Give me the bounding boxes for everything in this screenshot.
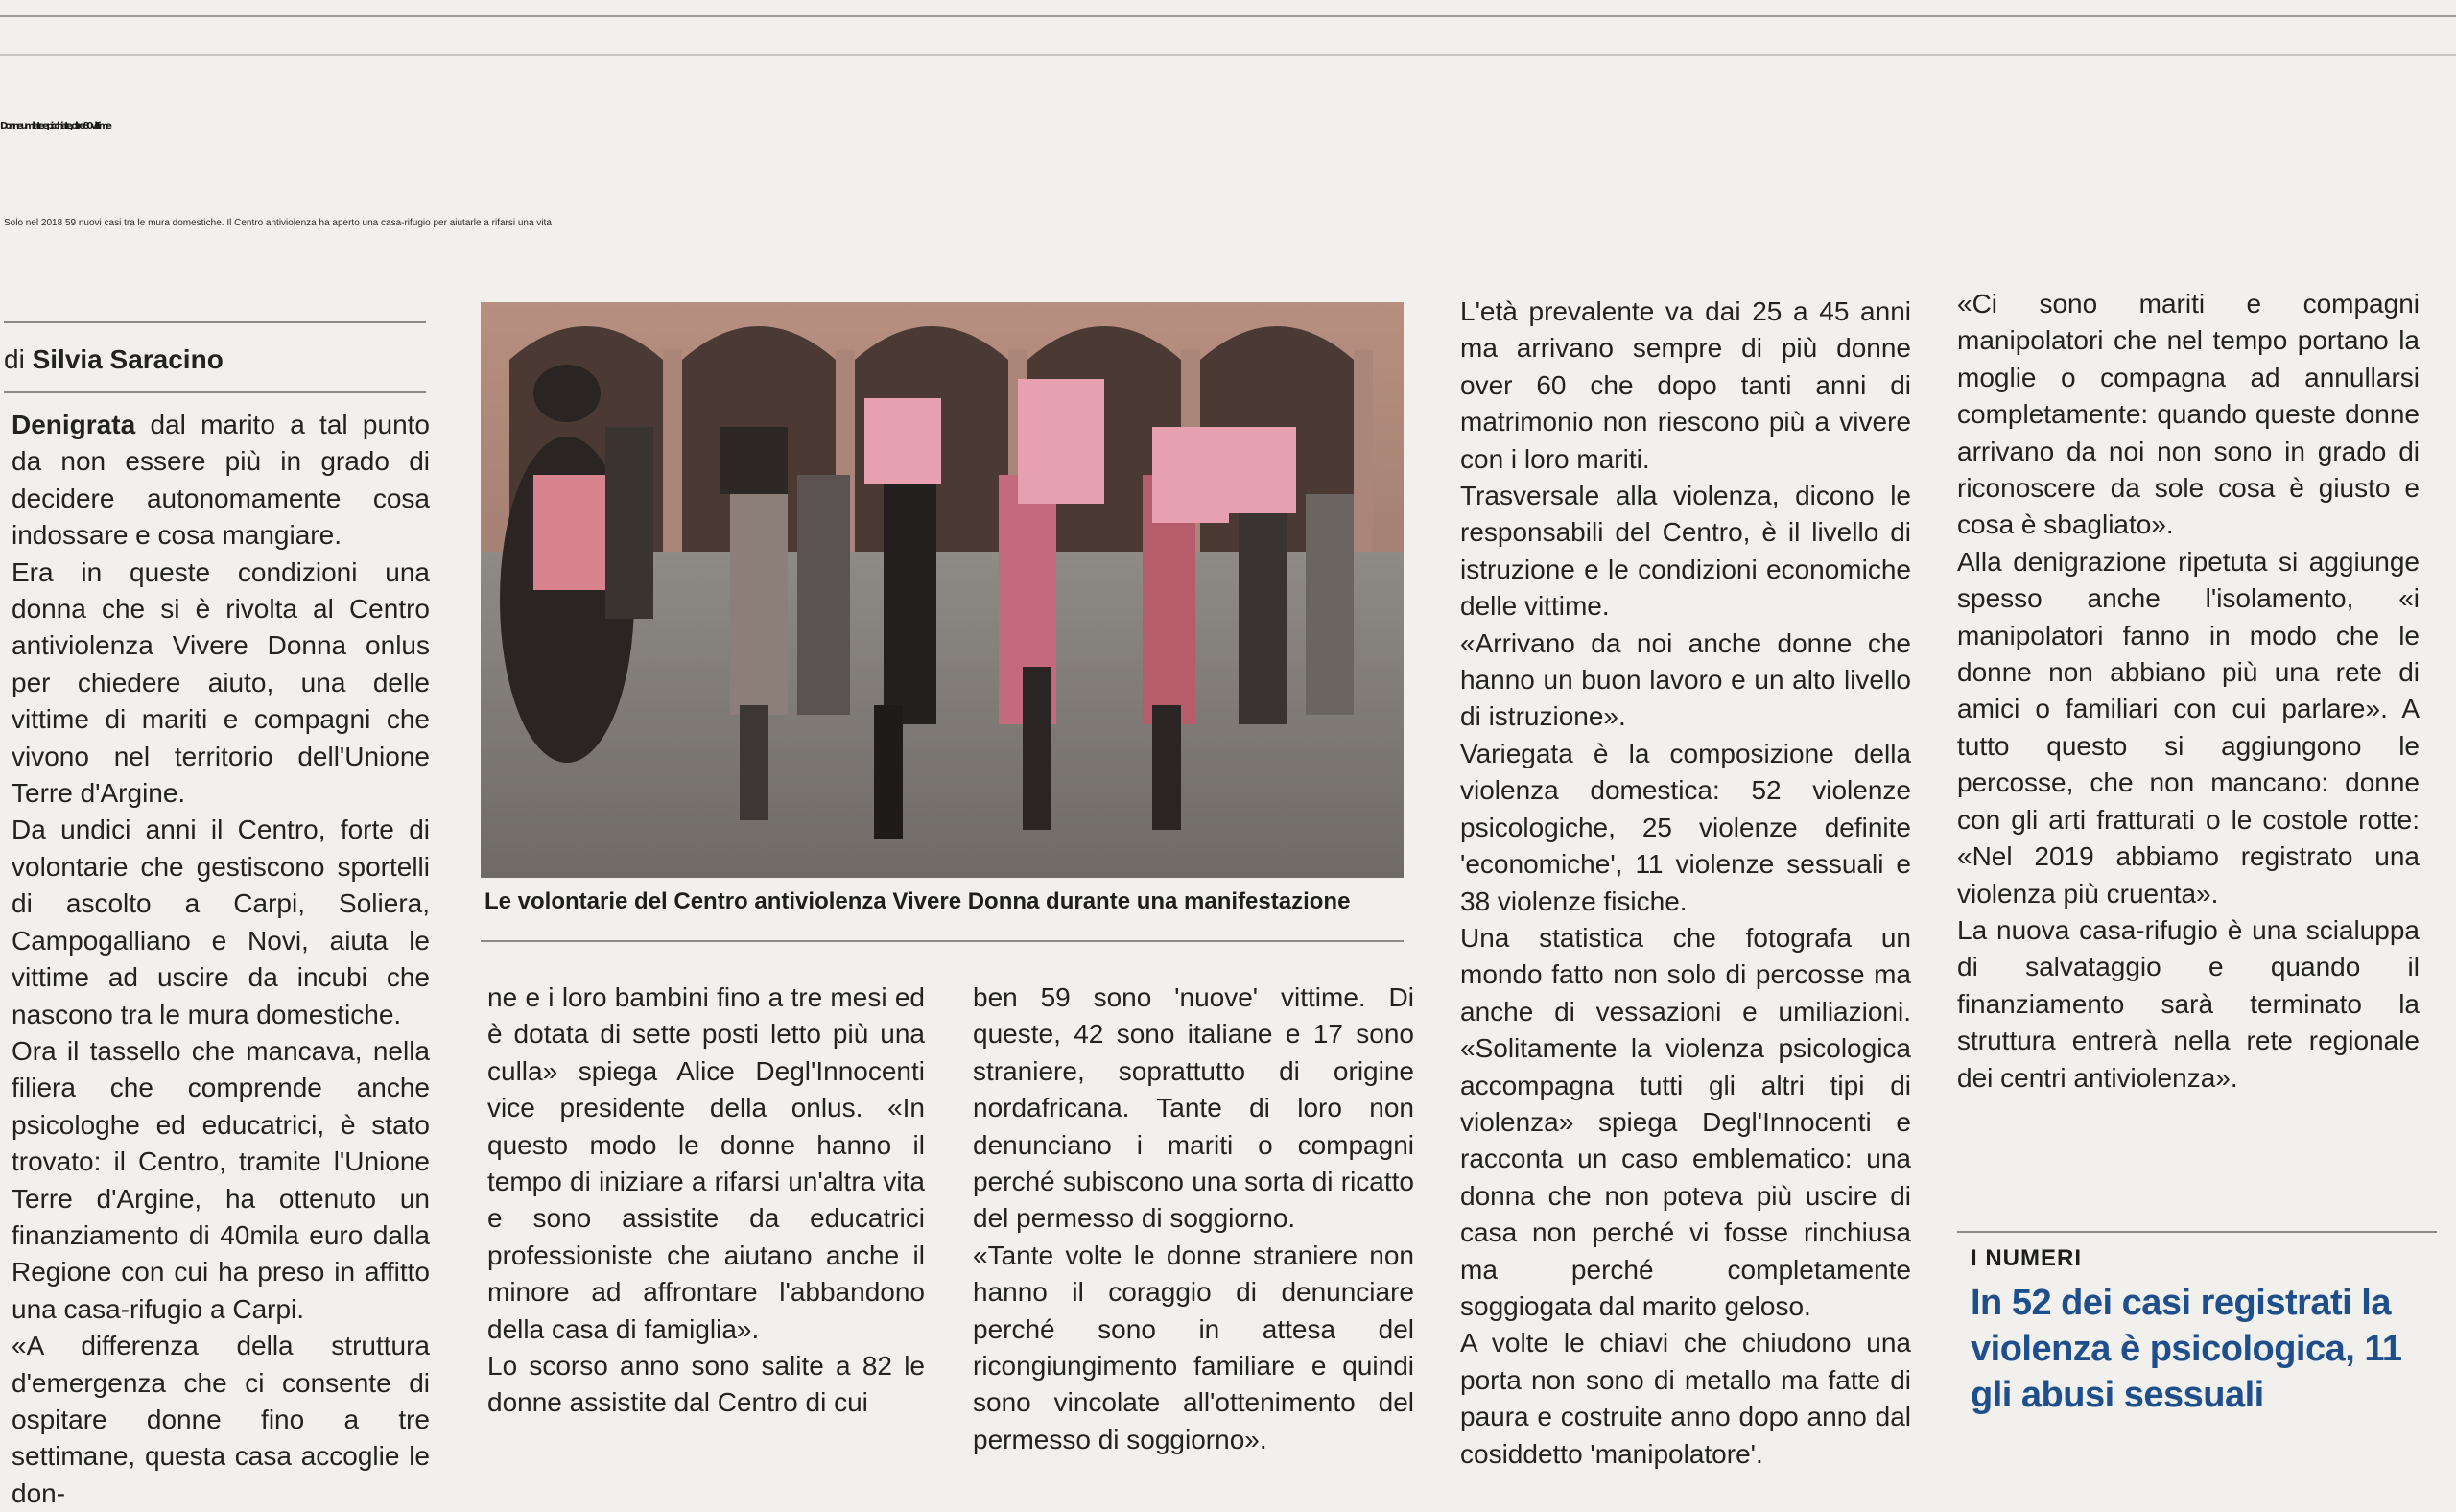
protest-photo <box>481 302 1404 878</box>
paragraph: Una statistica che fotografa un mondo fatto non solo di percosse ma anche di vessazioni e umiliazioni. «Solitamente la violenza psicologica accompagna tutti gli altri tipi di violenza» spiega Degl'Innocenti e racconta un caso emblematico: una donna che non poteva più uscire di casa non perché vi fosse rinchiusa ma perché completamente soggiogata dal marito geloso. <box>1460 922 1911 1321</box>
article-column-5 <box>1957 286 2420 1097</box>
headline: Donne umiliate e picchiate, oltre 80 vittime <box>0 121 109 131</box>
article-column-3 <box>973 980 1414 1458</box>
byline-author: Silvia Saracino <box>32 344 224 374</box>
article-column-4 <box>1460 294 1911 1473</box>
article-column-1 <box>12 407 430 1512</box>
article-column-2 <box>487 980 925 1422</box>
paragraph: Alla denigrazione ripetuta si aggiunge spesso anche l'isolamento, «i manipolatori fanno in modo che le donne non abbiano più una rete di amici o familiari con cui parlare». A tutto questo si aggiungono le percosse, che non mancano: donne con gli arti fratturati o le costole rotte: «Nel 2019 abbiamo registrato una violenza più cruenta». <box>1957 546 2420 909</box>
paragraph: Variegata è la composizione della violenza domestica: 52 violenze psicologiche, 25 violenze definite 'economiche', 11 violenze sessuali e 38 violenze fisiche. <box>1460 738 1911 916</box>
subtitle: Solo nel 2018 59 nuovi casi tra le mura domestiche. Il Centro antiviolenza ha aperto una casa-rifugio per aiutarle a rifarsi una vita <box>4 218 552 228</box>
byline-rule-bottom <box>4 391 426 393</box>
paragraph: ne e i loro bambini fino a tre mesi ed è dotata di sette posti letto più una culla» spiega Alice Degl'Innocenti vice presidente della onlus. «In questo modo le donne hanno il tempo di iniziare a rifarsi un'altra vita e sono assistite da educatrici professioniste che aiutano anche il minore ad affrontare l'abbandono della casa di famiglia». <box>487 982 925 1344</box>
byline-rule-top <box>4 321 426 323</box>
numbers-kicker: I NUMERI <box>1971 1245 2082 1271</box>
lead-word: Denigrata <box>12 410 136 439</box>
paragraph: Lo scorso anno sono salite a 82 le donne assistite dal Centro di cui <box>487 1351 925 1418</box>
paragraph: «Tante volte le donne straniere non hanno il coraggio di denunciare perché sono in attesa del ricongiungimento familiare e quindi sono vincolate all'ottenimento del permesso di soggiorno». <box>973 1240 1414 1454</box>
header-rule <box>0 54 2456 56</box>
paragraph: Trasversale alla violenza, dicono le responsabili del Centro, è il livello di istruzione e le condizioni economiche delle vittime. <box>1460 481 1911 622</box>
top-rule <box>0 15 2456 17</box>
caption-rule <box>481 940 1404 942</box>
paragraph: «Arrivano da noi anche donne che hanno un buon lavoro e un alto livello di istruzione». <box>1460 627 1911 732</box>
paragraph: «Ci sono mariti e compagni manipolatori che nel tempo portano la moglie o compagna ad annullarsi completamente: quando queste donne arrivano da noi non sono in grado di riconoscere da sole cosa è giusto e cosa è sbagliato». <box>1957 289 2420 540</box>
paragraph: «A differenza della struttura d'emergenza che ci consente di ospitare donne fino a tre settimane, questa casa accoglie le don- <box>12 1331 430 1508</box>
paragraph: Ora il tassello che mancava, nella filiera che comprende anche psicologhe ed educatrici, è stato trovato: il Centro, tramite l'Unione Terre d'Argine, ha ottenuto un finanziamento di 40mila euro dalla Regione con cui ha preso in affitto una casa-rifugio a Carpi. <box>12 1035 430 1324</box>
paragraph: Da undici anni il Centro, forte di volontarie che gestiscono sportelli di ascolto a Carpi, Soliera, Campogalliano e Novi, aiuta le vittime ad uscire da incubi che nascono tra le mura domestiche. <box>12 815 430 1029</box>
paragraph: ben 59 sono 'nuove' vittime. Di queste, 42 sono italiane e 17 sono straniere, soprattutto di origine nordafricana. Tante di loro non denunciano i mariti o compagni perché subiscono una sorta di ricatto del permesso di soggiorno. <box>973 982 1414 1234</box>
byline-prefix: di <box>4 344 25 374</box>
paragraph <box>12 407 430 555</box>
paragraph-text: dal marito a tal punto da non essere più in grado di decidere autonomamente cosa indossare e cosa mangiare. <box>12 410 430 551</box>
byline <box>4 344 224 375</box>
photo-caption: Le volontarie del Centro antiviolenza Vivere Donna durante una manifestazione <box>484 888 1351 914</box>
paragraph: Era in queste condizioni una donna che si è rivolta al Centro antiviolenza Vivere Donna onlus per chiedere aiuto, una delle vittime di mariti e compagni che vivono nel territorio dell'Unione Terre d'Argine. <box>12 556 430 809</box>
paragraph: La nuova casa-rifugio è una scialuppa di salvataggio e quando il finanziamento sarà terminato la struttura entrerà nella rete regionale dei centri antiviolenza». <box>1957 914 2420 1093</box>
protest-photo-illustration <box>481 302 1404 878</box>
numbers-box-rule <box>1957 1231 2437 1233</box>
paragraph: A volte le chiavi che chiudono una porta non sono di metallo ma fatte di paura e costruite anno dopo anno dal cosiddetto 'manipolatore'. <box>1460 1328 1911 1469</box>
paragraph: L'età prevalente va dai 25 a 45 anni ma arrivano sempre di più donne over 60 che dopo tanti anni di matrimonio non riescono più a vivere con i loro mariti. <box>1460 296 1911 474</box>
numbers-highlight: In 52 dei casi registrati la violenza è psicologica, 11 gli abusi sessuali <box>1971 1283 2402 1415</box>
